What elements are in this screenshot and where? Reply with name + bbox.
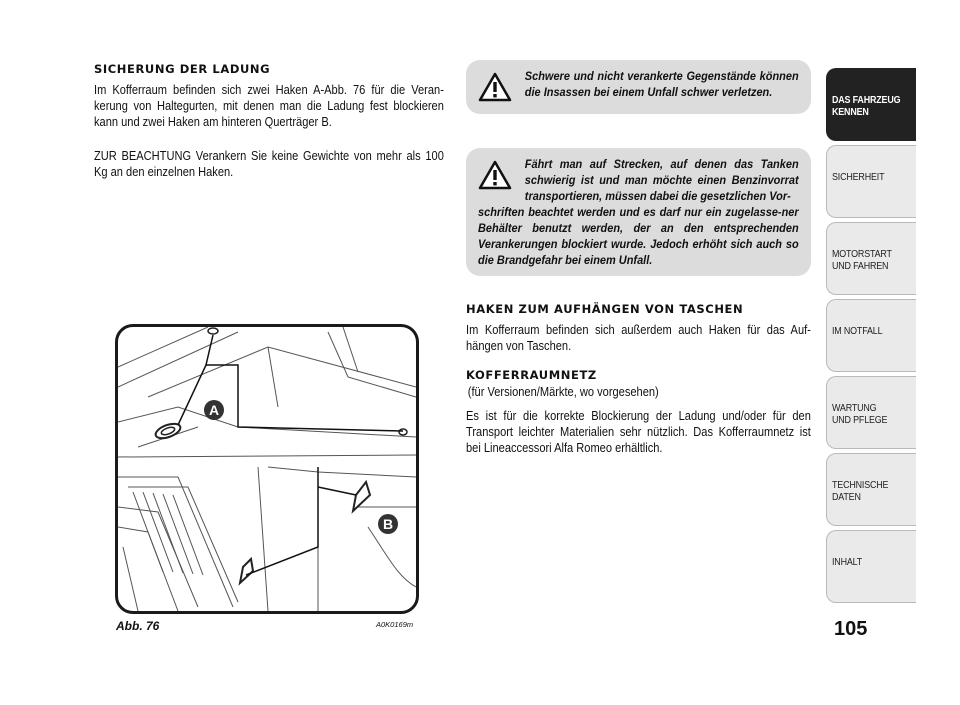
paragraph-taschen: Im Kofferraum befinden sich außerdem auch Haken für das Auf-hängen von Taschen. [466,323,811,353]
paragraph-haken-a: Im Kofferraum befinden sich zwei Haken A-Abb. 76 für die Veran-kerung von Haltegurten, mit denen man die Ladung fest blockieren kann und zwei Haken am hinteren Querträger B. [94,83,444,129]
tab-sicherheit[interactable]: SICHERHEIT [826,145,916,218]
figure-illustration [115,324,419,614]
section-heading-netz: KOFFERRAUMNETZ [466,368,597,382]
warning-text-2-indented: Fährt man auf Strecken, auf denen das Tanken schwierig ist und man möchte einen Benzinvorrat transportieren, müssen dabei die gesetzlichen Vor- [524,157,799,203]
tab-motorstart[interactable]: MOTORSTART UND FAHREN [826,222,916,295]
figure-caption: Abb. 76 [116,619,160,633]
paragraph-netz-note: (für Versionen/Märkte, wo vorgesehen) [467,385,659,399]
tab-wartung[interactable]: WARTUNG UND PFLEGE [826,376,916,449]
label-b: B [382,516,394,532]
section-heading-sicherung: SICHERUNG DER LADUNG [94,62,271,76]
right-column [466,60,811,456]
tab-inhalt[interactable]: INHALT [826,530,916,603]
section-heading-taschen: HAKEN ZUM AUFHÄNGEN VON TASCHEN [466,302,744,316]
page-number: 105 [834,618,868,640]
tab-das-fahrzeug-kennen[interactable]: DAS FAHRZEUG KENNEN [826,68,916,141]
warning-text-2-rest: schriften beachtet werden und es darf nur ein zugelasse-ner Behälter benutzt werden, der an den entsprechenden Verankerungen blockiert wurde. Jedoch erhöht sich auch so die Brandgefahr bei einem Unfall. [478,205,799,267]
tab-im-notfall[interactable]: IM NOTFALL [826,299,916,372]
label-a: A [208,402,220,418]
paragraph-beachtung: ZUR BEACHTUNG Verankern Sie keine Gewichte von mehr als 100 Kg an den einzelnen Haken. [94,149,444,179]
tab-technische-daten[interactable]: TECHNISCHE DATEN [826,453,916,526]
trunk-hooks-drawing [118,327,416,611]
warning-box-1 [466,60,811,114]
warning-text-1: Schwere und nicht verankerte Gegenstände können die Insassen bei einem Unfall schwer verletzen. [524,69,799,99]
paragraph-netz: Es ist für die korrekte Blockierung der Ladung und/oder für den Transport leichter Materialien sehr nützlich. Das Kofferraumnetz ist bei Lineaccessori Alfa Romeo erhältlich. [466,409,811,455]
chapter-tabs [826,68,916,607]
warning-box-2 [466,148,811,276]
left-column [94,62,444,180]
figure-code: A0K0169m [376,620,414,629]
